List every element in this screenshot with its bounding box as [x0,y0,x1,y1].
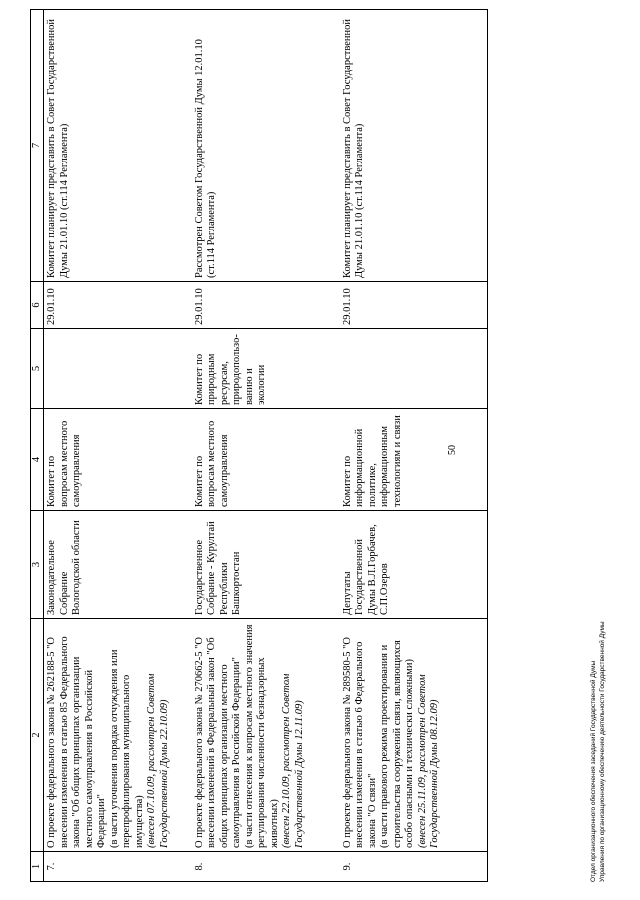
status: Комитет планирует представить в Совет Государственной Думы 21.01.10 (ст.114 Регламента) [340,10,488,282]
co-committee [340,329,488,409]
bill-note: (внесен 07.10.09, рассмотрен Советом Государственной Думы 22.10.09) [146,673,170,848]
column-header: 4 [31,409,44,511]
table-row [44,10,192,882]
column-header: 3 [31,511,44,619]
footer-line: Отдел организационного обеспечения заседаний Государственной Думы [590,660,597,882]
responsible-committee: Комитет по вопросам местного самоуправления [44,409,192,511]
deadline-date: 29.01.10 [340,282,488,329]
table-row [192,10,340,882]
bill-title: О проекте федерального закона № 262188-5 "О внесении изменения в статью 85 Федерального закона "Об общих принципах организации местного самоуправления в Российской Федерации" [46,636,107,848]
bill-subject: (в части отнесения к вопросам местного значения регулирования численности безнадзорных животных) [243,624,280,848]
bill-table [30,9,488,882]
status: Комитет планирует представить в Совет Государственной Думы 21.01.10 (ст.114 Регламента) [44,10,192,282]
row-number: 7. [44,852,192,882]
column-number-row [31,10,44,882]
table-row [340,10,488,882]
bill-subject: (в части уточнения порядка отчуждения или перепрофилирования муниципального имущества) [108,649,145,848]
bill-description [192,619,340,852]
responsible-committee: Комитет по вопросам местного самоуправления [192,409,340,511]
bill-title: О проекте федерального закона № 270662-5 "О внесении изменений в Федеральный закон "Об общих принципах организации местного самоуправления в Российской Федерации" [193,636,242,848]
column-header: 1 [31,852,44,882]
page-footer [590,12,607,882]
bill-description [44,619,192,852]
row-number: 9. [340,852,488,882]
bill-note: (внесен 25.11.09, рассмотрен Советом Государственной Думы 08.12.09) [416,674,440,848]
deadline-date: 29.01.10 [192,282,340,329]
co-committee [44,329,192,409]
row-number: 8. [192,852,340,882]
initiator: Законодательное Собрание Вологодской области [44,511,192,619]
column-header: 6 [31,282,44,329]
deadline-date: 29.01.10 [44,282,192,329]
column-header: 7 [31,10,44,282]
column-header: 5 [31,329,44,409]
bill-subject: (в части правового режима проектирования и строительства сооружений связи, являющихся особо опасными и технически сложными) [379,640,415,848]
status: Рассмотрен Советом Государственной Думы 12.01.10 (ст.114 Регламента) [192,10,340,282]
bill-note: (внесен 22.10.09, рассмотрен Советом Государственной Думы 12.11.09) [281,673,305,848]
bill-title: О проекте федерального закона № 289580-5 "О внесении изменения в статью 6 Федерального закона "О связи" [341,636,378,848]
co-committee: Комитет по природным ресурсам, природопользо-ванию и экологии [192,329,340,409]
footer-line: Управления по организационному обеспечению деятельности Государственной Думы [598,621,606,882]
column-header: 2 [31,619,44,852]
responsible-committee: Комитет по информационной политике, информационным технологиям и связи [340,409,488,511]
bill-description [340,619,488,852]
initiator: Государственное Собрание - Курултай Республики Башкортостан [192,511,340,619]
page-number: 50 [447,445,458,455]
initiator: Депутаты Государственной Думы В.Л.Горбачев, С.П.Озеров [340,511,488,619]
